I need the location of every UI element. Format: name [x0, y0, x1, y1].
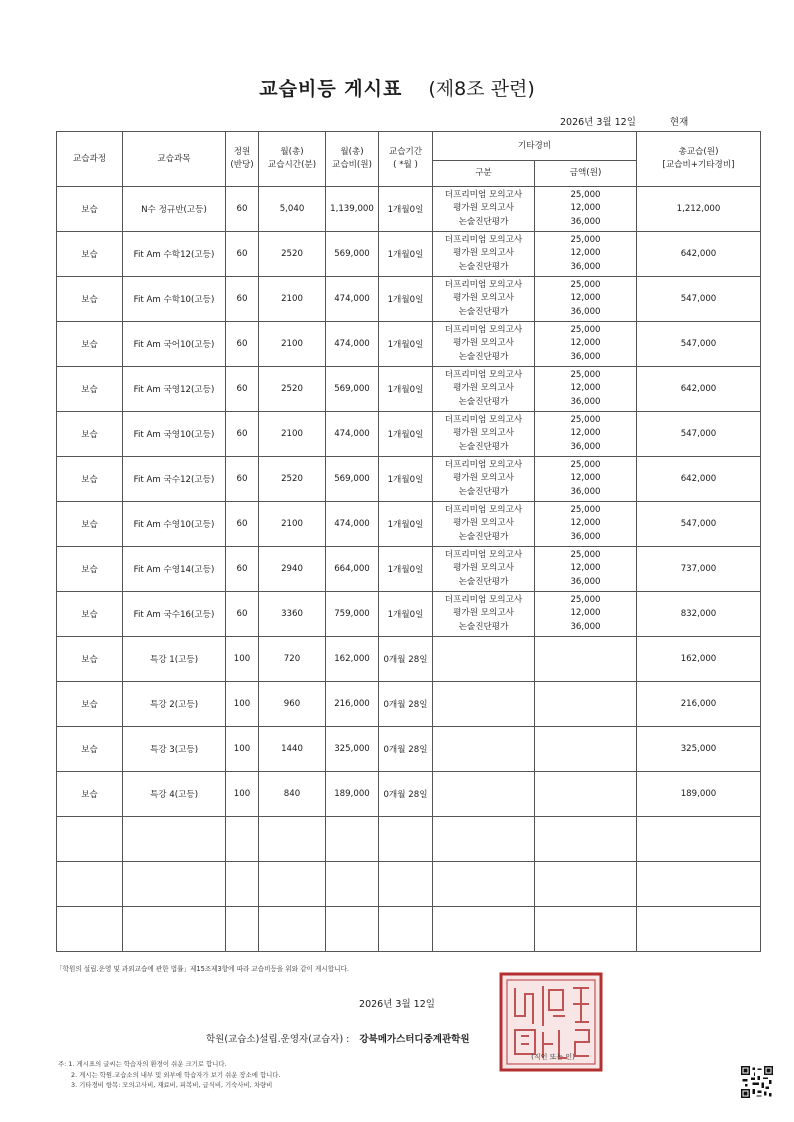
capacity-cell: 60	[226, 547, 259, 592]
table-row	[57, 547, 761, 592]
period-cell: 0개월 28일	[379, 637, 433, 682]
other-amount: 12,000	[570, 428, 601, 439]
table-row	[57, 592, 761, 637]
title-main: 교습비등 게시표	[259, 78, 403, 100]
period-cell: 1개월0일	[379, 187, 433, 232]
header-other-expenses: 기타경비	[433, 132, 637, 161]
period-cell: 1개월0일	[379, 592, 433, 637]
header-course: 교습과정	[57, 132, 123, 187]
empty-cell	[226, 862, 259, 907]
other-amounts-cell	[535, 322, 637, 367]
table-row	[57, 772, 761, 817]
other-amount: 25,000	[570, 235, 601, 246]
course-cell: 보습	[57, 457, 123, 502]
other-item: 논술진단평가	[458, 486, 509, 497]
period-cell: 1개월0일	[379, 502, 433, 547]
capacity-cell: 60	[226, 277, 259, 322]
capacity-cell: 60	[226, 457, 259, 502]
other-amount: 36,000	[570, 351, 601, 362]
empty-cell	[433, 907, 535, 952]
header-hours: 월(총) 교습시간(분)	[259, 132, 326, 187]
total-cell: 162,000	[637, 637, 761, 682]
table-row	[57, 367, 761, 412]
subject-cell: Fit Am 국수12(고등)	[123, 457, 226, 502]
other-item: 논술진단평가	[458, 261, 509, 272]
tuition-cell: 759,000	[326, 592, 379, 637]
hours-cell: 2100	[259, 502, 326, 547]
other-item: 평가원 모의고사	[453, 203, 514, 214]
total-cell: 325,000	[637, 727, 761, 772]
empty-cell	[326, 907, 379, 952]
other-amount: 36,000	[570, 486, 601, 497]
other-amounts-cell	[535, 367, 637, 412]
other-item: 논술진단평가	[458, 441, 509, 452]
subject-cell: Fit Am 수학10(고등)	[123, 277, 226, 322]
other-amounts-cell	[535, 772, 637, 817]
other-items-cell	[433, 727, 535, 772]
other-amount: 36,000	[570, 531, 601, 542]
empty-cell	[379, 817, 433, 862]
empty-cell	[259, 907, 326, 952]
total-cell: 642,000	[637, 457, 761, 502]
seal-label: (직인 또는 인)	[531, 1053, 575, 1061]
course-cell: 보습	[57, 637, 123, 682]
other-item: 더프리미엄 모의고사	[444, 370, 523, 381]
other-items-cell	[433, 367, 535, 412]
other-amounts-cell	[535, 592, 637, 637]
posting-date-line	[560, 114, 688, 128]
subject-cell: 특강 3(고등)	[123, 727, 226, 772]
subject-cell: Fit Am 국어10(고등)	[123, 322, 226, 367]
other-amount: 25,000	[570, 325, 601, 336]
empty-cell	[259, 817, 326, 862]
subject-cell: Fit Am 수영10(고등)	[123, 502, 226, 547]
total-cell: 547,000	[637, 412, 761, 457]
capacity-cell: 60	[226, 412, 259, 457]
capacity-cell: 60	[226, 592, 259, 637]
tuition-cell: 189,000	[326, 772, 379, 817]
other-amounts-cell	[535, 547, 637, 592]
other-items-cell	[433, 412, 535, 457]
other-amounts-cell	[535, 187, 637, 232]
total-cell: 1,212,000	[637, 187, 761, 232]
other-item: 평가원 모의고사	[453, 428, 514, 439]
total-cell: 547,000	[637, 277, 761, 322]
other-amount: 36,000	[570, 621, 601, 632]
course-cell: 보습	[57, 322, 123, 367]
header-capacity: 정원 (반당)	[226, 132, 259, 187]
title-sub: (제8조 관련)	[428, 78, 535, 100]
operator-label: 학원(교습소)설립.운영자(교습자) :	[206, 1034, 350, 1045]
other-amount: 12,000	[570, 608, 601, 619]
capacity-cell: 60	[226, 502, 259, 547]
total-cell: 642,000	[637, 232, 761, 277]
tuition-cell: 474,000	[326, 277, 379, 322]
capacity-cell: 60	[226, 232, 259, 277]
hours-cell: 720	[259, 637, 326, 682]
capacity-cell: 60	[226, 367, 259, 412]
tuition-cell: 474,000	[326, 322, 379, 367]
subject-cell: 특강 4(고등)	[123, 772, 226, 817]
capacity-cell: 100	[226, 772, 259, 817]
fee-table-body	[57, 187, 761, 952]
legal-note: 「학원의 설립.운영 및 과외교습에 관한 법률」제15조제3항에 따라 교습비등을 위와 같이 게시합니다.	[56, 965, 349, 973]
hours-cell: 2100	[259, 277, 326, 322]
header-total: 총교습(원) [교습비+기타경비]	[637, 132, 761, 187]
other-amount: 25,000	[570, 415, 601, 426]
other-amount: 36,000	[570, 216, 601, 227]
empty-row	[57, 862, 761, 907]
other-item: 더프리미엄 모의고사	[444, 235, 523, 246]
other-items-cell	[433, 592, 535, 637]
other-items-cell	[433, 637, 535, 682]
operator-name: 강북메가스터디중계관학원	[359, 1034, 470, 1045]
other-amounts-cell	[535, 277, 637, 322]
hours-cell: 3360	[259, 592, 326, 637]
other-item: 논술진단평가	[458, 306, 509, 317]
total-cell: 216,000	[637, 682, 761, 727]
hours-cell: 2100	[259, 412, 326, 457]
tuition-cell: 569,000	[326, 232, 379, 277]
empty-cell	[433, 862, 535, 907]
other-amounts-cell	[535, 232, 637, 277]
table-row	[57, 277, 761, 322]
other-item: 논술진단평가	[458, 621, 509, 632]
other-item: 더프리미엄 모의고사	[444, 595, 523, 606]
empty-cell	[535, 862, 637, 907]
empty-cell	[226, 907, 259, 952]
period-cell: 0개월 28일	[379, 682, 433, 727]
other-item: 논술진단평가	[458, 396, 509, 407]
empty-row	[57, 907, 761, 952]
course-cell: 보습	[57, 502, 123, 547]
other-item: 논술진단평가	[458, 216, 509, 227]
hours-cell: 2940	[259, 547, 326, 592]
course-cell: 보습	[57, 592, 123, 637]
subject-cell: 특강 2(고등)	[123, 682, 226, 727]
other-amounts-cell	[535, 637, 637, 682]
subject-cell: Fit Am 수학12(고등)	[123, 232, 226, 277]
other-amounts-cell	[535, 412, 637, 457]
other-item: 평가원 모의고사	[453, 608, 514, 619]
other-amounts-cell	[535, 502, 637, 547]
period-cell: 1개월0일	[379, 547, 433, 592]
empty-cell	[535, 817, 637, 862]
empty-cell	[433, 817, 535, 862]
other-items-cell	[433, 682, 535, 727]
empty-cell	[57, 862, 123, 907]
tuition-cell: 569,000	[326, 457, 379, 502]
issue-date: 2026년 3월 12일	[359, 999, 435, 1010]
header-other-amount: 금액(원)	[535, 161, 637, 187]
posting-now: 현재	[669, 117, 689, 128]
other-items-cell	[433, 187, 535, 232]
other-amount: 36,000	[570, 441, 601, 452]
total-cell: 832,000	[637, 592, 761, 637]
hours-cell: 2520	[259, 367, 326, 412]
capacity-cell: 60	[226, 187, 259, 232]
other-amount: 12,000	[570, 338, 601, 349]
other-amount: 12,000	[570, 518, 601, 529]
period-cell: 1개월0일	[379, 232, 433, 277]
other-amount: 25,000	[570, 370, 601, 381]
other-amount: 12,000	[570, 293, 601, 304]
other-amount: 25,000	[570, 505, 601, 516]
footnote-3: 3. 기타경비 항목: 모의고사비, 재료비, 피복비, 급식비, 기숙사비, 차량비	[71, 1081, 273, 1089]
header-period: 교습기간 ( *월 )	[379, 132, 433, 187]
other-item: 평가원 모의고사	[453, 518, 514, 529]
other-item: 더프리미엄 모의고사	[444, 190, 523, 201]
other-item: 더프리미엄 모의고사	[444, 460, 523, 471]
empty-cell	[57, 907, 123, 952]
other-item: 평가원 모의고사	[453, 473, 514, 484]
subject-cell: 특강 1(고등)	[123, 637, 226, 682]
period-cell: 1개월0일	[379, 277, 433, 322]
header-subject: 교습과목	[123, 132, 226, 187]
table-row	[57, 322, 761, 367]
capacity-cell: 100	[226, 682, 259, 727]
other-item: 더프리미엄 모의고사	[444, 550, 523, 561]
footnotes	[58, 1059, 281, 1091]
empty-cell	[226, 817, 259, 862]
other-item: 평가원 모의고사	[453, 383, 514, 394]
other-amount: 25,000	[570, 460, 601, 471]
other-item: 더프리미엄 모의고사	[444, 280, 523, 291]
course-cell: 보습	[57, 727, 123, 772]
subject-cell: Fit Am 국영10(고등)	[123, 412, 226, 457]
other-amounts-cell	[535, 727, 637, 772]
hours-cell: 2520	[259, 232, 326, 277]
course-cell: 보습	[57, 367, 123, 412]
empty-row	[57, 817, 761, 862]
course-cell: 보습	[57, 187, 123, 232]
other-items-cell	[433, 277, 535, 322]
course-cell: 보습	[57, 682, 123, 727]
tuition-cell: 162,000	[326, 637, 379, 682]
subject-cell: Fit Am 수영14(고등)	[123, 547, 226, 592]
other-amount: 25,000	[570, 550, 601, 561]
hours-cell: 960	[259, 682, 326, 727]
other-amounts-cell	[535, 682, 637, 727]
other-items-cell	[433, 232, 535, 277]
posting-date: 2026년 3월 12일	[560, 117, 636, 128]
empty-cell	[637, 907, 761, 952]
period-cell: 1개월0일	[379, 367, 433, 412]
empty-cell	[379, 907, 433, 952]
other-items-cell	[433, 457, 535, 502]
table-row	[57, 637, 761, 682]
empty-cell	[535, 907, 637, 952]
empty-cell	[326, 817, 379, 862]
fee-table	[56, 131, 761, 952]
period-cell: 1개월0일	[379, 457, 433, 502]
other-item: 더프리미엄 모의고사	[444, 325, 523, 336]
empty-cell	[637, 817, 761, 862]
table-row	[57, 457, 761, 502]
hours-cell: 2100	[259, 322, 326, 367]
other-amount: 36,000	[570, 306, 601, 317]
hours-cell: 840	[259, 772, 326, 817]
table-row	[57, 727, 761, 772]
tuition-cell: 216,000	[326, 682, 379, 727]
course-cell: 보습	[57, 277, 123, 322]
header-other-item: 구분	[433, 161, 535, 187]
empty-cell	[379, 862, 433, 907]
other-item: 논술진단평가	[458, 576, 509, 587]
period-cell: 1개월0일	[379, 412, 433, 457]
other-item: 평가원 모의고사	[453, 293, 514, 304]
other-item: 평가원 모의고사	[453, 563, 514, 574]
course-cell: 보습	[57, 232, 123, 277]
other-amount: 36,000	[570, 576, 601, 587]
empty-cell	[326, 862, 379, 907]
subject-cell: N수 정규반(고등)	[123, 187, 226, 232]
hours-cell: 5,040	[259, 187, 326, 232]
other-amount: 12,000	[570, 203, 601, 214]
other-items-cell	[433, 772, 535, 817]
table-row	[57, 502, 761, 547]
other-amount: 25,000	[570, 595, 601, 606]
other-amount: 25,000	[570, 280, 601, 291]
course-cell: 보습	[57, 772, 123, 817]
other-items-cell	[433, 322, 535, 367]
table-row	[57, 232, 761, 277]
table-row	[57, 682, 761, 727]
tuition-cell: 1,139,000	[326, 187, 379, 232]
total-cell: 547,000	[637, 502, 761, 547]
tuition-cell: 325,000	[326, 727, 379, 772]
period-cell: 0개월 28일	[379, 727, 433, 772]
other-amount: 36,000	[570, 261, 601, 272]
operator-line	[206, 1031, 470, 1045]
tuition-cell: 474,000	[326, 502, 379, 547]
other-item: 평가원 모의고사	[453, 338, 514, 349]
capacity-cell: 100	[226, 727, 259, 772]
other-item: 더프리미엄 모의고사	[444, 505, 523, 516]
footnote-1: 주: 1. 게시표의 글씨는 학습자의 환경이 쉬운 크기로 합니다.	[58, 1060, 227, 1068]
course-cell: 보습	[57, 547, 123, 592]
empty-cell	[123, 817, 226, 862]
tuition-cell: 664,000	[326, 547, 379, 592]
other-item: 논술진단평가	[458, 351, 509, 362]
capacity-cell: 100	[226, 637, 259, 682]
other-item: 더프리미엄 모의고사	[444, 415, 523, 426]
tuition-cell: 474,000	[326, 412, 379, 457]
official-seal-stamp	[497, 970, 605, 1074]
total-cell: 642,000	[637, 367, 761, 412]
other-items-cell	[433, 547, 535, 592]
period-cell: 0개월 28일	[379, 772, 433, 817]
total-cell: 547,000	[637, 322, 761, 367]
other-amount: 12,000	[570, 473, 601, 484]
total-cell: 189,000	[637, 772, 761, 817]
total-cell: 737,000	[637, 547, 761, 592]
other-amount: 12,000	[570, 248, 601, 259]
empty-cell	[123, 907, 226, 952]
other-amount: 36,000	[570, 396, 601, 407]
empty-cell	[259, 862, 326, 907]
other-amount: 25,000	[570, 190, 601, 201]
other-item: 평가원 모의고사	[453, 248, 514, 259]
empty-cell	[123, 862, 226, 907]
other-amount: 12,000	[570, 383, 601, 394]
table-row	[57, 187, 761, 232]
footnote-2: 2. 게시는 학원.교습소의 내부 및 외부에 학습자가 보기 쉬운 장소에 합니다.	[71, 1070, 281, 1079]
qr-code	[741, 1066, 773, 1098]
subject-cell: Fit Am 국수16(고등)	[123, 592, 226, 637]
hours-cell: 1440	[259, 727, 326, 772]
tuition-cell: 569,000	[326, 367, 379, 412]
header-tuition: 월(총) 교습비(원)	[326, 132, 379, 187]
other-amounts-cell	[535, 457, 637, 502]
course-cell: 보습	[57, 412, 123, 457]
table-row	[57, 412, 761, 457]
document-title	[0, 74, 794, 101]
period-cell: 1개월0일	[379, 322, 433, 367]
other-item: 논술진단평가	[458, 531, 509, 542]
empty-cell	[57, 817, 123, 862]
empty-cell	[637, 862, 761, 907]
subject-cell: Fit Am 국영12(고등)	[123, 367, 226, 412]
other-amount: 12,000	[570, 563, 601, 574]
hours-cell: 2520	[259, 457, 326, 502]
capacity-cell: 60	[226, 322, 259, 367]
other-items-cell	[433, 502, 535, 547]
